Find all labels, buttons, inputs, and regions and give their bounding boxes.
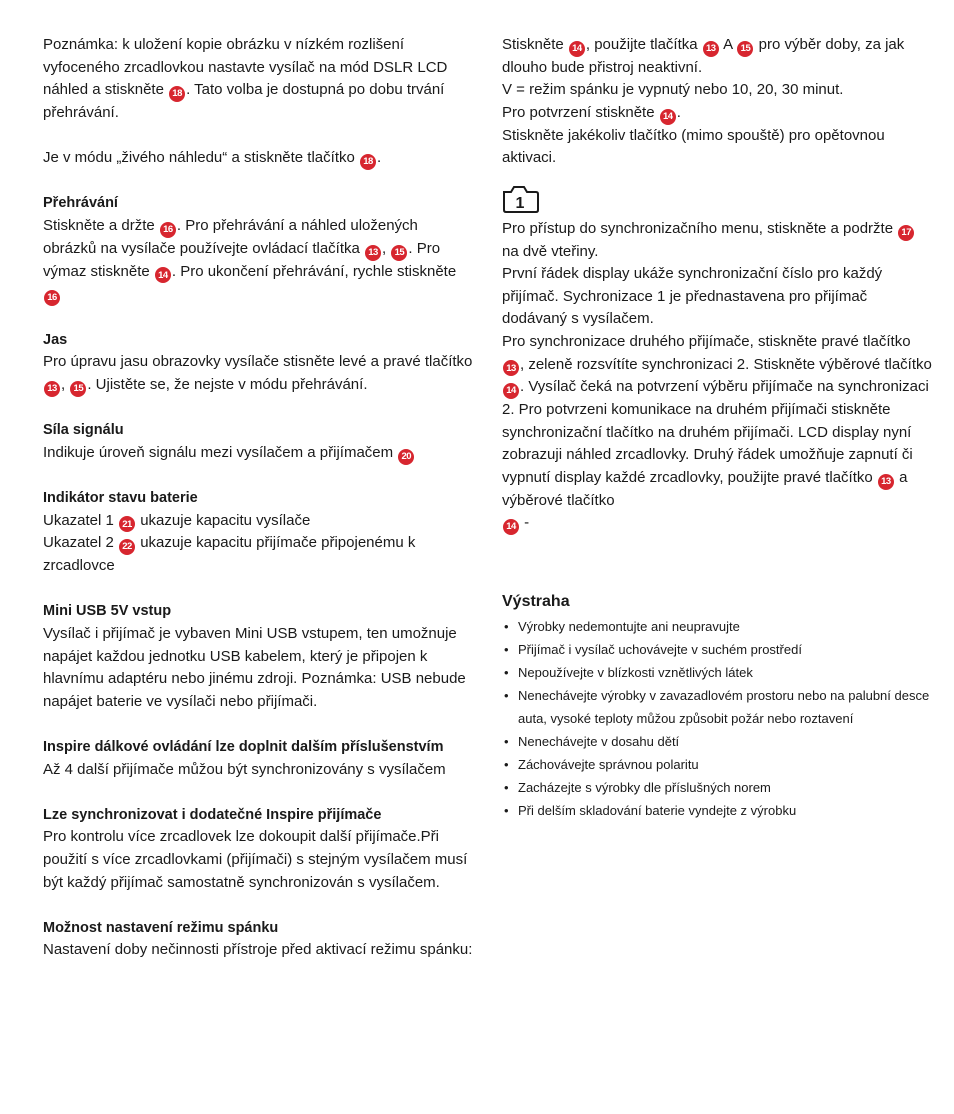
- section-heading-spanek: Možnost nastavení režimu spánku: [43, 919, 279, 936]
- sleep-instructions: [502, 34, 932, 79]
- warning-item: • Při delším skladování baterie vyndejte z výrobku: [502, 799, 932, 822]
- text-segment: . Ujistěte se, že nejste v módu přehrávání.: [87, 375, 368, 393]
- section-body-spanek: Nastavení doby nečinnosti přístroje před aktivací režimu spánku:: [43, 941, 473, 959]
- sync-camera-icon: [502, 184, 932, 214]
- text-segment: ,: [61, 375, 70, 393]
- section-heading-baterie: Indikátor stavu baterie: [43, 490, 198, 507]
- button-number-badge: 18: [360, 154, 376, 170]
- section-body-sila-signalu: [43, 442, 473, 465]
- right-column: [502, 34, 932, 822]
- sync-intro: [502, 218, 932, 263]
- warning-list: [502, 615, 932, 822]
- section-body-jas: [43, 351, 473, 396]
- text-segment: pro výběr doby, za jak dlouho bude přistroj neaktivní.: [502, 36, 905, 76]
- warning-item: • Zacházejte s výrobky dle příslušných norem: [502, 776, 932, 799]
- sleep-confirm-line: [502, 102, 932, 125]
- button-number-badge: 15: [391, 245, 407, 261]
- button-number-badge: 14: [503, 519, 519, 535]
- section-body-prehravani: [43, 215, 473, 306]
- button-number-badge: 17: [898, 225, 914, 241]
- text-segment: a výběrové tlačítko: [502, 468, 908, 509]
- button-number-badge: 22: [119, 539, 135, 555]
- button-number-badge: 13: [503, 360, 519, 376]
- section-heading-prehravani: Přehrávání: [43, 195, 118, 212]
- text-segment: Pro přístup do synchronizačního menu, stiskněte a podržte: [502, 219, 898, 237]
- note-live-view: [43, 147, 473, 170]
- button-number-badge: 16: [160, 222, 176, 238]
- button-number-badge: 14: [569, 41, 585, 57]
- button-number-badge: 14: [155, 267, 171, 283]
- text-segment: Pro úpravu jasu obrazovky vysílače stisněte levé a pravé tlačítko: [43, 353, 473, 371]
- text-segment: Pro potvrzení stiskněte: [502, 103, 659, 121]
- text-segment: . Pro výmaz stiskněte: [43, 239, 441, 280]
- warning-item: • Nenechávejte výrobky v zavazadlovém prostoru nebo na palubní desce auta, vysoké teploty můžou způsobit požár nebo roztavení: [502, 684, 932, 730]
- warning-item: • Záchovávejte správnou polaritu: [502, 753, 932, 776]
- button-number-badge: 13: [878, 474, 894, 490]
- left-column: [43, 34, 473, 962]
- section-heading-usb: Mini USB 5V vstup: [43, 603, 172, 620]
- section-body-baterie-line2: [43, 532, 473, 577]
- section-heading-sila-signalu: Síla signálu: [43, 422, 124, 439]
- button-number-badge: 14: [660, 109, 676, 125]
- text-segment: Ukazatel 1: [43, 511, 119, 529]
- section-body-dodatecne: Pro kontrolu více zrcadlovek lze dokoupit další přijímače.Při použití s více zrcadlovkami (přijímači) s stejným vysílačem musí být každý přijímač samostatně synchronizován s vysílačem.: [43, 828, 468, 891]
- text-segment: Stiskněte a držte: [43, 217, 159, 235]
- sync-first-row: První řádek display ukáže synchronizační číslo pro každý přijímač. Sychronizace 1 je přednastavena pro přijímač dodávaný s vysílačem.: [502, 265, 883, 328]
- sleep-options-line: V = režim spánku je vypnutý nebo 10, 20, 30 minut.: [502, 81, 844, 99]
- section-body-baterie-line1: [43, 510, 473, 533]
- button-number-badge: 21: [119, 516, 135, 532]
- sync-icon-label: 1: [515, 194, 525, 212]
- text-segment: Indikuje úroveň signálu mezi vysílačem a přijímačem: [43, 443, 398, 461]
- note-lcd-preview: [43, 34, 473, 125]
- sync-second-receiver: [502, 331, 932, 535]
- section-heading-jas: Jas: [43, 331, 68, 348]
- text-segment: na dvě vteřiny.: [502, 242, 599, 260]
- text-segment: ukazuje kapacitu přijímače připojenému k zrcadlovce: [43, 534, 416, 575]
- button-number-badge: 13: [703, 41, 719, 57]
- button-number-badge: 18: [169, 86, 185, 102]
- text-segment: .: [676, 103, 681, 121]
- warning-heading: Výstraha: [502, 592, 570, 610]
- text-segment: Stiskněte: [502, 36, 568, 53]
- text-segment: . Vysílač čeká na potvrzení výběru přijímače na synchronizaci 2. Pro potvrzeni komunikace na druhém přijímači stiskněte synchronizační tlačítko na druhém přijímači. LCD display nyní zobrazuji náhled zrcadlovky. Druhý řádek umožňuje zapnutí či vypnutí display každé zrcadlovky, použijte pravé tlačítko: [502, 378, 929, 486]
- text-segment: ukazuje kapacitu vysílače: [136, 511, 311, 529]
- warning-item: • Výrobky nedemontujte ani neupravujte: [502, 615, 932, 638]
- text-segment: . Pro ukončení přehrávání, rychle stiskněte: [171, 262, 457, 280]
- warning-item: • Nenechávejte v dosahu dětí: [502, 730, 932, 753]
- text-segment: Ukazatel 2: [43, 534, 119, 552]
- text-segment: -: [520, 514, 530, 532]
- text-segment: , zeleně rozsvítíte synchronizaci 2. Stiskněte výběrové tlačítko: [520, 355, 932, 373]
- section-heading-dodatecne: Lze synchronizovat i dodatečné Inspire přijímače: [43, 806, 382, 823]
- button-number-badge: 13: [365, 245, 381, 261]
- button-number-badge: 16: [44, 290, 60, 306]
- text-segment: . Pro přehrávání a náhled uložených obrázků na vysílače používejte ovládací tlačítka: [43, 217, 418, 257]
- text-segment: Poznámka: k uložení kopie obrázku v nízkém rozlišení vyfoceného zrcadlovkou nastavte vysílač na mód DSLR LCD náhled a stiskněte: [43, 36, 448, 99]
- sleep-wake-line: Stiskněte jakékoliv tlačítko (mimo spouště) pro opětovnou aktivaci.: [502, 126, 885, 167]
- section-body-inspire: Až 4 další přijímače můžou být synchronizovány s vysílačem: [43, 760, 446, 778]
- warning-item: • Přijímač i vysílač uchovávejte v suchém prostředí: [502, 638, 932, 661]
- section-body-usb: Vysílač i přijímač je vybaven Mini USB vstupem, ten umožnuje napájet každou jednotku USB kabelem, který je připojen k hlavnímu adaptéru nebo jinému zdroji. Poznámka: USB nebude napájet baterie ve vysílači nebo přijímači.: [43, 625, 466, 710]
- text-segment: Je v módu „živého náhledu“ a stiskněte tlačítko: [43, 149, 359, 167]
- warning-item: • Nepoužívejte v blízkosti vznětlivých látek: [502, 661, 932, 684]
- button-number-badge: 15: [70, 381, 86, 397]
- button-number-badge: 15: [737, 41, 753, 57]
- text-segment: , použijte tlačítka: [585, 36, 702, 53]
- text-segment: ,: [382, 239, 391, 257]
- text-segment: Pro synchronizace druhého přijímače, stiskněte pravé tlačítko: [502, 333, 911, 350]
- button-number-badge: 20: [398, 449, 414, 465]
- section-heading-inspire: Inspire dálkové ovládání lze doplnit dalším příslušenstvím: [43, 738, 444, 755]
- text-segment: .: [377, 149, 382, 167]
- text-segment: . Tato volba je dostupná po dobu trvání přehrávání.: [43, 81, 445, 121]
- text-segment: A: [719, 36, 737, 53]
- button-number-badge: 13: [44, 381, 60, 397]
- button-number-badge: 14: [503, 383, 519, 399]
